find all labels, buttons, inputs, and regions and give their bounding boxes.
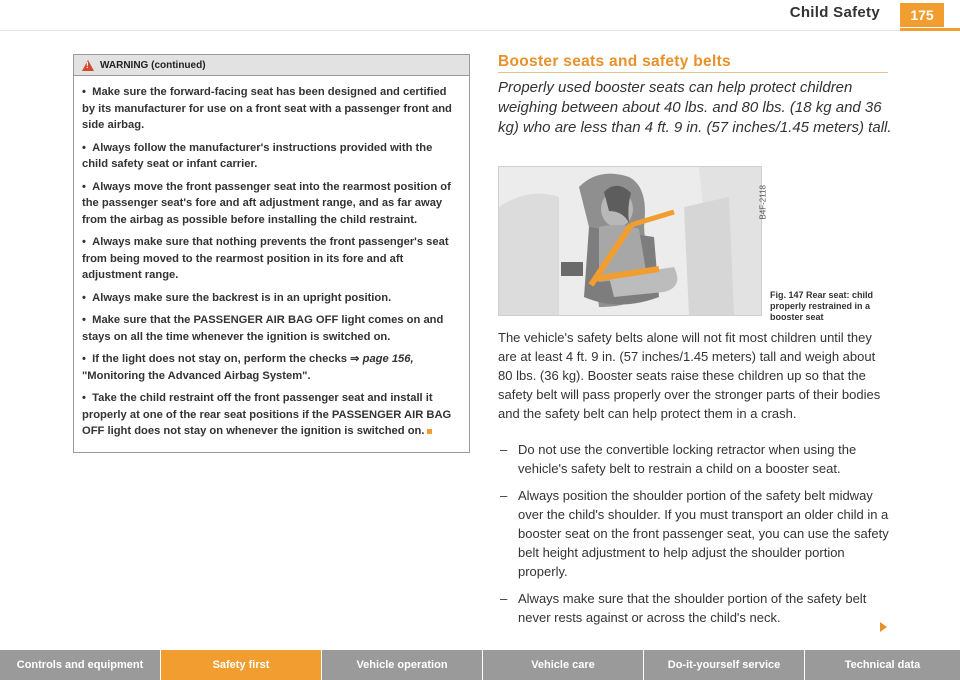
list-item: – Do not use the convertible locking retractor when using the vehicle's safety belt to restrain a child on a booster seat.	[498, 440, 890, 478]
page-header-title: Child Safety	[789, 4, 880, 21]
footer-tab-diy-service[interactable]: Do-it-yourself service	[644, 650, 805, 680]
body-paragraph: The vehicle's safety belts alone will not fit most children until they are at least 4 ft. 9 in. (57 inches/1.45 meters) tall and weigh about 80 lbs. (36 kg). Booster seats raise these children up so that the safety belt will pass properly over the stronger parts of their bodies and the safety belt can help protect them in a crash.	[498, 330, 881, 421]
footer-tab-safety-first[interactable]: Safety first	[161, 650, 322, 680]
footer-nav	[0, 650, 960, 680]
warning-item: • Take the child restraint off the front passenger seat and install it properly at one of the rear seat positions if the PASSENGER AIR BAG OFF light does not stay on whenever the ignition is switched on.	[82, 392, 452, 437]
footer-tab-controls[interactable]: Controls and equipment	[0, 650, 161, 680]
warning-item: • Make sure the forward-facing seat has been designed and certified by its manufacturer for use on a front seat with a passenger front and side airbag.	[82, 86, 452, 131]
warning-title: WARNING (continued)	[100, 59, 206, 71]
continue-arrow-icon	[880, 622, 887, 632]
section-rule	[498, 72, 888, 73]
section-title: Booster seats and safety belts	[498, 53, 731, 70]
end-of-section-icon	[427, 429, 432, 434]
warning-item-text: Always follow the manufacturer's instructions provided with the child safety seat or infant carrier.	[82, 141, 433, 170]
caption-text: Rear seat: child properly restrained in a booster seat	[770, 290, 874, 322]
list-item: – Always make sure that the shoulder portion of the safety belt never rests against or across the child's neck.	[498, 589, 890, 627]
figure-code: B4F-2118	[759, 185, 768, 220]
header-rule	[0, 30, 960, 31]
instruction-list	[498, 440, 890, 635]
figure-caption	[770, 290, 900, 323]
warning-item: • Always make sure the backrest is in an upright position.	[82, 291, 392, 304]
warning-item-text: Always move the front passenger seat into the rearmost position of the passenger seat's fore and aft adjustment range, and as far away from the airbag as possible before installing the child restraint.	[82, 180, 451, 226]
warning-box	[73, 54, 470, 453]
page-number: 175	[900, 3, 944, 27]
warning-icon	[82, 60, 94, 71]
header-accent	[900, 28, 960, 31]
warning-item: • Always make sure that nothing prevents the front passenger's seat from being moved to the rearmost position in its fore and aft adjustment range.	[82, 236, 449, 281]
warning-item-text: Always make sure that nothing prevents the front passenger's seat from being moved to the rearmost position in its fore and aft adjustment range.	[82, 236, 449, 281]
warning-item: • Always move the front passenger seat into the rearmost position of the passenger seat's fore and aft adjustment range, and as far away from the airbag as possible before installing the child restraint.	[82, 180, 451, 226]
warning-item-text: "Monitoring the Advanced Airbag System".	[82, 369, 311, 382]
warning-header	[74, 55, 469, 76]
footer-tab-technical-data[interactable]: Technical data	[805, 650, 960, 680]
booster-seat-illustration	[499, 167, 761, 315]
warning-item: • If the light does not stay on, perform the checks ⇒ page 156, "Monitoring the Advanced Airbag System".	[82, 353, 414, 382]
warning-item-text: Take the child restraint off the front passenger seat and install it properly at one of the rear seat positions if the PASSENGER AIR BAG OFF light does not stay on whenever the ignition is switched on.	[82, 392, 452, 437]
caption-label: Fig. 147	[770, 290, 804, 300]
footer-tab-vehicle-operation[interactable]: Vehicle operation	[322, 650, 483, 680]
warning-item: • Make sure that the PASSENGER AIR BAG OFF light comes on and stays on all the time whenever the ignition is switched on.	[82, 314, 444, 343]
warning-body	[74, 76, 469, 452]
list-item: – Always position the shoulder portion of the safety belt midway over the child's shoulder. If you must transport an older child in a booster seat on the front passenger seat, you can use the safety belt height adjustment to help adjust the shoulder portion properly.	[498, 486, 890, 581]
warning-item-text: Make sure the forward-facing seat has been designed and certified by its manufacturer for use on a front seat with a passenger front and side airbag.	[82, 86, 452, 131]
warning-item-text: Always make sure the backrest is in an upright position.	[92, 291, 392, 304]
warning-item-text: If the light does not stay on, perform the checks ⇒	[92, 353, 360, 365]
warning-item: • Always follow the manufacturer's instructions provided with the child safety seat or infant carrier.	[82, 141, 433, 170]
section-intro: Properly used booster seats can help protect children weighing between about 40 lbs. and 80 lbs. (18 kg and 36 kg) who are less than 4 ft. 9 in. (57 inches/1.45 meters) tall.	[498, 79, 892, 136]
warning-item-text: Make sure that the PASSENGER AIR BAG OFF light comes on and stays on all the time whenever the ignition is switched on.	[82, 314, 444, 343]
figure-booster-seat	[498, 166, 768, 316]
footer-tab-vehicle-care[interactable]: Vehicle care	[483, 650, 644, 680]
page-reference-link[interactable]: page 156,	[362, 353, 414, 365]
